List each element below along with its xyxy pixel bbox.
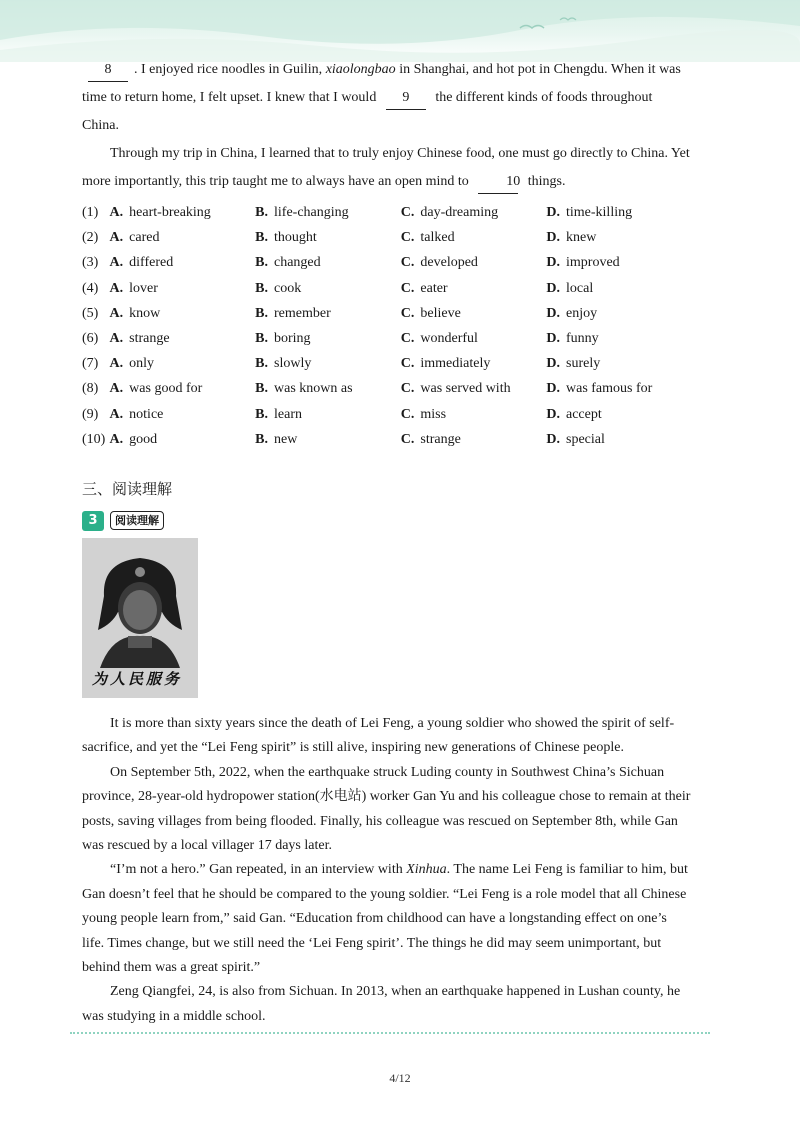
option-b: B. remember (255, 305, 331, 321)
option-c: C. eater (400, 280, 448, 296)
option-d: D. local (546, 280, 594, 296)
passage-paragraph-2: Through my trip in China, I learned that to truly enjoy Chinese food, one must go directly to China. Yet more importantly, this trip taught me to always have an open mind to 10 things. (82, 140, 692, 196)
option-b: B. slowly (255, 356, 312, 372)
option-d: D. enjoy (546, 305, 598, 321)
section-title: 三、阅读理解 (82, 479, 173, 498)
option-d: D. time-killing (546, 205, 633, 220)
question-type-label: 阅读理解 (110, 511, 164, 530)
reading-paragraph-4: Zeng Qiangfei, 24, is also from Sichuan. In 2013, when an earthquake happened in Lushan county, he was studying in a middle school. (82, 984, 681, 1024)
reading-paragraph-3: “I’m not a hero.” Gan repeated, in an interview with Xinhua. The name Lei Feng is familiar to him, but Gan doesn’t feel that he should be compared to the young soldier. “Lei Feng is a role model that all Chinese young people learn from,” said Gan. “Education from childhood can have a longstanding effect on one’s life. Times change, but we still need the ‘Lei Feng spirit’. The things he did may seem unimportant, but behind them was a great spirit.” (82, 862, 688, 975)
blank-10: 10 (478, 171, 518, 194)
option-d: D. funny (546, 330, 599, 346)
option-number: (2) (82, 230, 99, 246)
option-c: C. miss (400, 406, 447, 422)
option-c: C. immediately (400, 356, 491, 372)
option-number: (9) (82, 406, 99, 422)
lei-feng-photo (82, 538, 198, 698)
option-number: (8) (82, 381, 99, 397)
question-number-badge: 3 (82, 511, 104, 531)
option-a: A. strange (109, 330, 170, 346)
option-row (82, 326, 692, 351)
option-row (82, 276, 692, 301)
options-list (82, 200, 692, 452)
option-number: (5) (82, 305, 99, 321)
option-c: C. strange (400, 431, 461, 447)
option-d: D. knew (546, 230, 597, 246)
option-row (82, 351, 692, 376)
reading-paragraph-2: On September 5th, 2022, when the earthquake struck Luding county in Southwest China’s Sichuan province, 28-year-old hydropower station(水电站) worker Gan Yu and his colleague chose to remain at their posts, saving villages from being flooded. Finally, his colleague was rescued on September 8th, while Gan was rescued by a local villager 17 days later. (82, 764, 691, 853)
option-a: A. only (109, 356, 155, 372)
wave-decoration-icon (0, 0, 800, 62)
option-b: B. changed (255, 255, 321, 271)
option-b: B. cook (255, 280, 302, 296)
option-b: B. life-changing (255, 205, 349, 220)
option-a: A. know (109, 305, 161, 321)
option-b: B. thought (255, 230, 317, 246)
option-d: D. accept (546, 406, 602, 422)
option-number: (10) (82, 431, 106, 447)
option-c: C. talked (400, 230, 455, 246)
header-decoration (0, 0, 800, 62)
option-b: B. new (255, 431, 298, 447)
option-c: C. was served with (400, 381, 511, 397)
page-content (82, 56, 692, 1029)
option-c: C. developed (400, 255, 478, 271)
option-d: D. special (546, 431, 605, 447)
option-number: (6) (82, 330, 99, 346)
option-a: A. lover (109, 280, 158, 296)
option-row (82, 427, 692, 452)
option-b: B. boring (255, 330, 311, 346)
reading-passage (82, 712, 692, 1029)
option-row (82, 200, 692, 225)
option-c: C. wonderful (400, 330, 478, 346)
option-a: A. notice (109, 406, 164, 422)
page-number: 4/12 (389, 1071, 411, 1085)
option-a: A. differed (109, 255, 174, 271)
option-c: C. believe (400, 305, 461, 321)
option-a: A. heart-breaking (109, 205, 211, 220)
question-tag (82, 510, 692, 532)
option-number: (3) (82, 255, 99, 271)
option-a: A. good (109, 431, 158, 447)
option-number: (4) (82, 280, 99, 296)
option-row (82, 376, 692, 401)
option-number: (1) (82, 205, 99, 220)
option-d: D. was famous for (546, 381, 653, 397)
option-a: A. cared (109, 230, 160, 246)
option-d: D. surely (546, 356, 601, 372)
option-row (82, 250, 692, 275)
option-b: B. learn (255, 406, 302, 422)
option-d: D. improved (546, 255, 620, 271)
passage-line-1: 8 . I enjoyed rice noodles in Guilin, xiaolongbao in Shanghai, and hot pot in Chengdu. When it was time to return home, I felt upset. I knew that I would 9 the different kinds of foods throughout China. (82, 56, 692, 140)
reading-paragraph-1: It is more than sixty years since the death of Lei Feng, a young soldier who showed the spirit of self-sacrifice, and yet the “Lei Feng spirit” is still alive, inspiring new generations of Chinese people. (82, 715, 675, 756)
option-row (82, 402, 692, 427)
blank-9: 9 (386, 87, 426, 110)
photo-caption: 为人民服务 (92, 669, 183, 688)
option-row (82, 301, 692, 326)
blank-8: 8 (88, 59, 128, 82)
option-a: A. was good for (109, 381, 203, 397)
option-b: B. was known as (255, 381, 353, 397)
option-row (82, 225, 692, 250)
option-number: (7) (82, 356, 99, 372)
option-c: C. day-dreaming (400, 205, 499, 220)
footer-divider (70, 1032, 710, 1034)
